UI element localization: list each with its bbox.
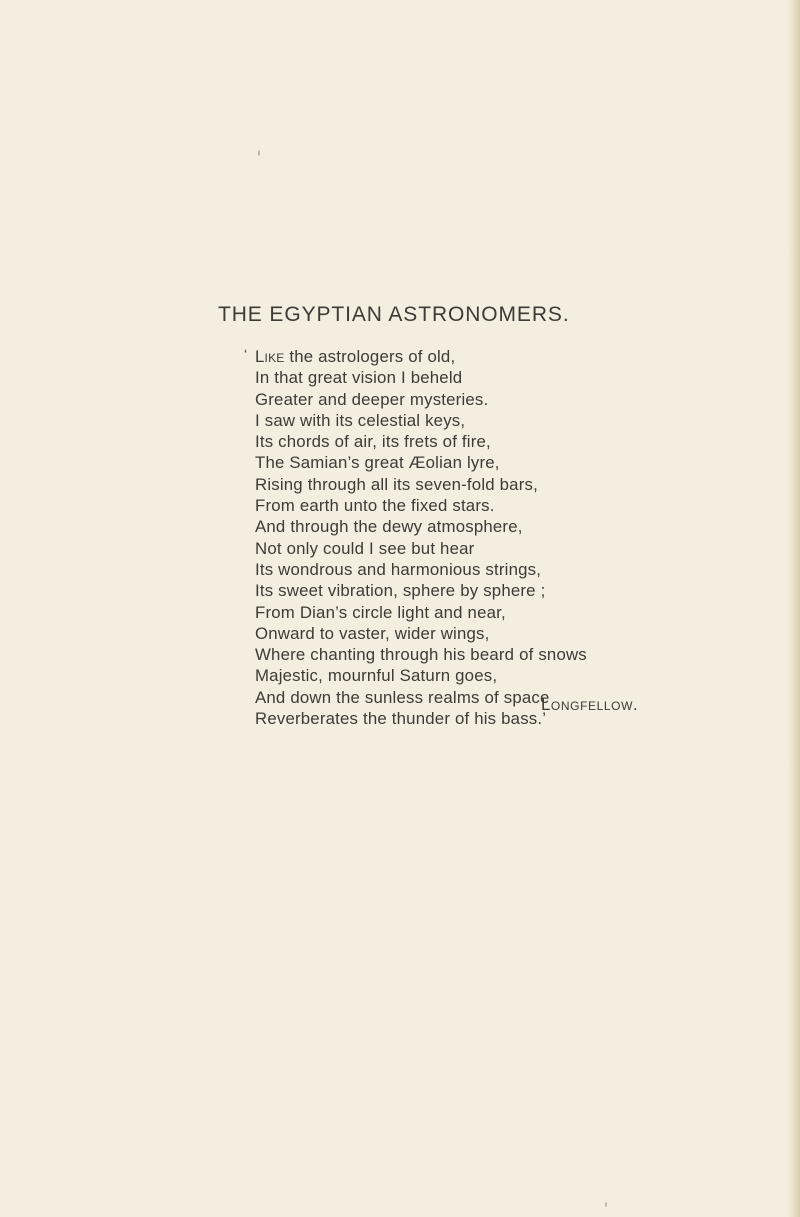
poem-attribution: Longfellow. — [541, 695, 639, 714]
opening-quote-mark: ‘ — [244, 346, 248, 362]
poem-line: I saw with its celestial keys, — [255, 410, 466, 430]
poem-line: Onward to vaster, wider wings, — [255, 623, 490, 643]
poem-line-1 — [244, 346, 725, 367]
poem-line: From earth unto the fixed stars. — [255, 496, 495, 516]
poem-line: The Samian’s great Æolian lyre, — [255, 453, 500, 473]
poem-line: Greater and deeper mysteries. — [255, 389, 489, 409]
poem-line: And through the dewy atmosphere, — [255, 517, 523, 537]
poem-line: Where chanting through his beard of snows — [255, 645, 587, 665]
poem-line: From Dian’s circle light and near, — [255, 602, 506, 622]
first-word: Like — [255, 347, 285, 366]
paper-speck — [258, 150, 260, 156]
page-edge-shading — [788, 0, 800, 1217]
poem-body — [244, 346, 725, 729]
poem-line: And down the sunless realms of space — [255, 687, 550, 707]
poem-line: Its wondrous and harmonious strings, — [255, 559, 542, 579]
poem-title: THE EGYPTIAN ASTRONOMERS. — [218, 303, 570, 326]
poem-line: Majestic, mournful Saturn goes, — [255, 666, 498, 686]
poem-line: Reverberates the thunder of his bass.’ — [255, 709, 547, 729]
poem-line: Not only could I see but hear — [255, 538, 475, 558]
poem-line: In that great vision I beheld — [255, 368, 463, 388]
first-line-text: the astrologers of old, — [284, 347, 456, 366]
paper-speck — [605, 1202, 607, 1207]
poem-line: Its chords of air, its frets of fire, — [255, 432, 491, 452]
poem-line: Rising through all its seven-fold bars, — [255, 474, 538, 494]
poem-line: Its sweet vibration, sphere by sphere ; — [255, 581, 546, 601]
